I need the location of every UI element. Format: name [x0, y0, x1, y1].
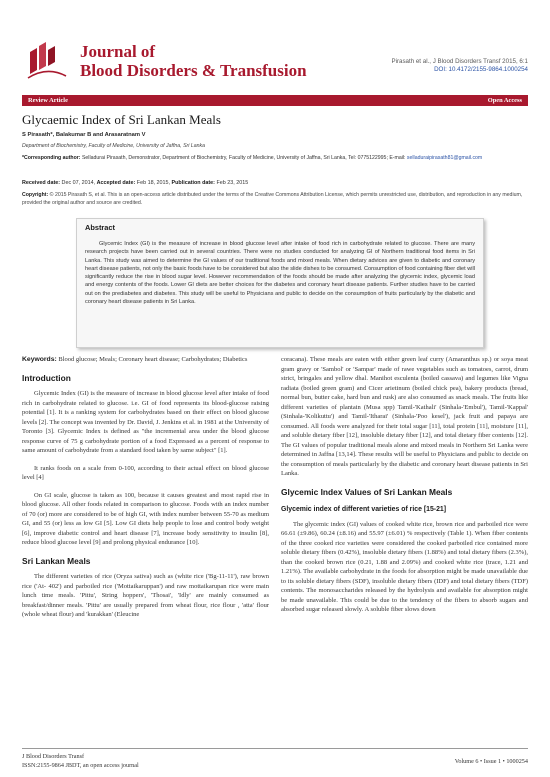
rice-varieties-subheading: Glycemic index of different varieties of rice [15-21]	[281, 506, 447, 513]
received-date: Dec 07, 2014,	[60, 180, 97, 186]
keywords	[22, 355, 269, 365]
introduction-heading: Introduction	[22, 372, 71, 383]
author-affiliation: Department of Biochemistry, Faculty of Medicine, University of Jaffna, Sri Lanka	[22, 143, 205, 149]
intro-paragraph-3: On GI scale, glucose is taken as 100, because it causes greatest and most rapid rise in blood glucose. All other foods related in comparison to glucose. Foods with an index number of 70 (or) more are considered to be of high GI, with index number between 55-70 as medium GI, and 55 (or) less as low GI [5]. Low GI diets help people to lose and control body weight [6], improve diabetic control and heart disease [7], increase body sensitivity to insulin [8], reduce blood glucose level [9] and prolong physical endurance [10].	[22, 491, 269, 546]
open-access-label: Open Access	[487, 97, 522, 104]
corresponding-author-details: Selladurai Pirasath, Demonstrator, Department of Biochemistry, Faculty of Medicine, University of Jaffna, Sri Lanka, Tel: 0775122995; E-mail:	[80, 155, 407, 161]
footer-issn: ISSN:2155-9864 JBDT, an open access journal	[22, 762, 139, 769]
corresponding-author-label: *Corresponding author:	[22, 155, 81, 161]
journal-header	[0, 0, 550, 90]
journal-name	[80, 42, 307, 80]
citation-text: Pirasath et al., J Blood Disorders Transf 2015, 6:1	[391, 58, 528, 65]
article-dates	[22, 180, 248, 186]
article-type-label: Review Article	[28, 97, 68, 104]
journal-logo-icon	[26, 40, 68, 82]
footer-journal-info	[22, 752, 139, 770]
left-column	[22, 355, 269, 620]
sri-lankan-meals-paragraph: The different varieties of rice (Oryza sativa) such as (white rice ('Bg-11-11'), raw brown rice ('At- 402') and parboiled rice ('Mottaikaruppan') and raw mottaikarupan rice were main lunch time meals. 'Pittu', String hoppers', 'Thosai', 'Idly' are mainly consumed as breakfast/dinner meals. 'Pittu' are usually prepared from wheat flour, rice flour , 'atta' flour (whole wheat flour) and 'kurakkan' (Eleucine	[22, 573, 269, 618]
author-list: S Pirasath*, Balakumar B and Arasaratnam V	[22, 132, 146, 138]
sri-lankan-meals-heading: Sri Lankan Meals	[22, 555, 91, 566]
accepted-label: Accepted date:	[96, 180, 136, 186]
meals-paragraph: coracana). These meals are eaten with either green leaf curry (Amaranthus sp.) or soya meat gram gravy or 'Sambol' or 'Sampar' made of rawe vegetables such as tomatoes, carrot, drum strict, bringales and yellow dhal. Manihot esculenta (boiled cassava) and legumes like Vigna radiata (boiled green gram) and Cicer arietinum (boiled chick pea), bakery products (bread, normal bun, butter cake, hard bun and rusk) are also consumed as snack meals. The fruits like different varieties of plantain (Musa spp) Tamil-'Kathali' (Sinhala-'Embul'), Tamil-'Kappal' (Sinhala-'Kolikuttu') and Tamil-'Itharai' (Sinhala-'Poo kesel'), jack fruit and papaya are consumed. All foods were analyzed for their total sugar [11], total protein [11], moisture [11], and soluble dietary fiber [12], insoluble dietary fiber [12], and total dietary fiber contents [12]. The GI values of popular traditional meals alone and mixed meals in Northern Sri Lanka were determined in Jaffna [13,14]. These results will be useful to Physicians and public to decide on the consumption of meals particularly by the diabetic and coronary heart disease patients in Sri Lanka.	[281, 356, 528, 477]
publication-date: Feb 23, 2015	[214, 180, 249, 186]
footer-divider	[22, 748, 528, 749]
keywords-text: Blood glucose; Meals; Coronary heart disease; Carbohydrates; Diabetics	[56, 356, 248, 363]
copyright-text: © 2015 Pirasath S, et al. This is an open-access article distributed under the terms of the Creative Commons Attribution License, which permits unrestricted use, distribution, and reproduction in any medium, provided the original author and source are credited.	[22, 192, 523, 206]
journal-name-line1: Journal of	[80, 42, 156, 61]
gi-values-heading: Glycemic Index Values of Sri Lankan Meals	[281, 486, 453, 497]
abstract-box	[76, 218, 484, 348]
copyright-label: Copyright:	[22, 192, 49, 198]
abstract-text: Glycemic Index (GI) is the measure of increase in blood glucose level after intake of food rich in carbohydrate related to glucose. There are many research projects have been carried out in several countries. There were no studies conducted for analyzing GI of Northern traditional food items in Sri Lanka. This study was aimed to determine the GI values of our traditional foods and mixed meals. When dietary advices are given to diabetic and coronary heart disease patients, not only the basic foods have to be considered but also the slide dishes to be consumed. Consumption of food containing fiber diet will significantly reduce the rise in blood sugar level. However recommendation of the foods should be made after analyzing the glycemic index, glycemic load and energy contents of the foods. Lower GI diets are better choices for the diabetes and coronary heart disease patients. Further studies have to be carried out on the prediabetes and diabetes. This study will be useful to Physicians and public to decide on the consumption of fruits particularly by the diabetic and coronary heart disease patients in Sri Lanka.	[85, 241, 475, 306]
journal-name-line2: Blood Disorders & Transfusion	[80, 61, 307, 80]
doi-link[interactable]: DOI: 10.4172/2155-9864.1000254	[434, 66, 528, 74]
footer-journal-name: J Blood Disorders Transf	[22, 753, 85, 760]
received-label: Received date:	[22, 180, 61, 186]
abstract-heading: Abstract	[85, 223, 115, 232]
article-title: Glycaemic Index of Sri Lankan Meals	[22, 112, 221, 127]
intro-paragraph-2: It ranks foods on a scale from 0-100, according to their actual effect on blood glucose level [4]	[22, 464, 269, 481]
citation-block	[391, 58, 528, 75]
footer-volume-issue: Volume 6 • Issue 1 • 1000254	[454, 758, 528, 765]
article-type-bar	[22, 95, 528, 106]
intro-paragraph-1: Glycemic Index (GI) is the measure of increase in blood glucose level after intake of food rich in carbohydrate related to glucose. i.e. GI of food represents its blood-glucose raising potential [1]. It is a ranking system for carbohydrates based on their effect on blood glucose levels [2]. The concept was invented by Dr. David, J. Jenkins et al. in 1981 at the University of Toronto [3]. Glycemic Index is defined as "the incremental area under the blood glucose response curve of 75 g carbohydrate portion of a food Expressed as a percent of response to same amount of carbohydrate from a standard food taken by same subject" [1].	[22, 390, 269, 454]
accepted-date: Feb 18, 2015,	[135, 180, 172, 186]
author-email-link[interactable]: selladuraipirasath81@gmail.com	[406, 155, 483, 161]
keywords-label: Keywords:	[22, 356, 57, 363]
rice-gi-paragraph: The glycemic index (GI) values of cooked white rice, brown rice and parboiled rice were 66.61 (±9.86), 60.24 (±8.16) and 55.97 (±6.01) % respectively (Table 1). When fiber contents of the three cooked rice varieties were considered the cooked parboiled rice contained more soluble dietary fibers (0.42%), insoluble dietary fibers (1.88%) and total dietary fibers (2.3%), than the cooked brown rice (0.21, 1.88 and 2.09%) and cooked white rice (trace, 1.21 and 1.21%). The available carbohydrate in the foods for absorption might be made unavailable due to its soluble dietary fibers (SDF), insoluble dietary fibers (IDF) and total dietary fibers (TDF) contents. The monosaccharides released by the hydrolysis and available for absorption might be made unavailable. This could be due to the tendency of the fibers to absorb sugars and absorbed sugar released slowly. A soluble fiber slows down	[281, 520, 528, 613]
right-column	[281, 355, 528, 615]
copyright-notice	[22, 192, 528, 207]
published-label: Publication date:	[171, 180, 215, 186]
corresponding-author	[22, 155, 528, 163]
